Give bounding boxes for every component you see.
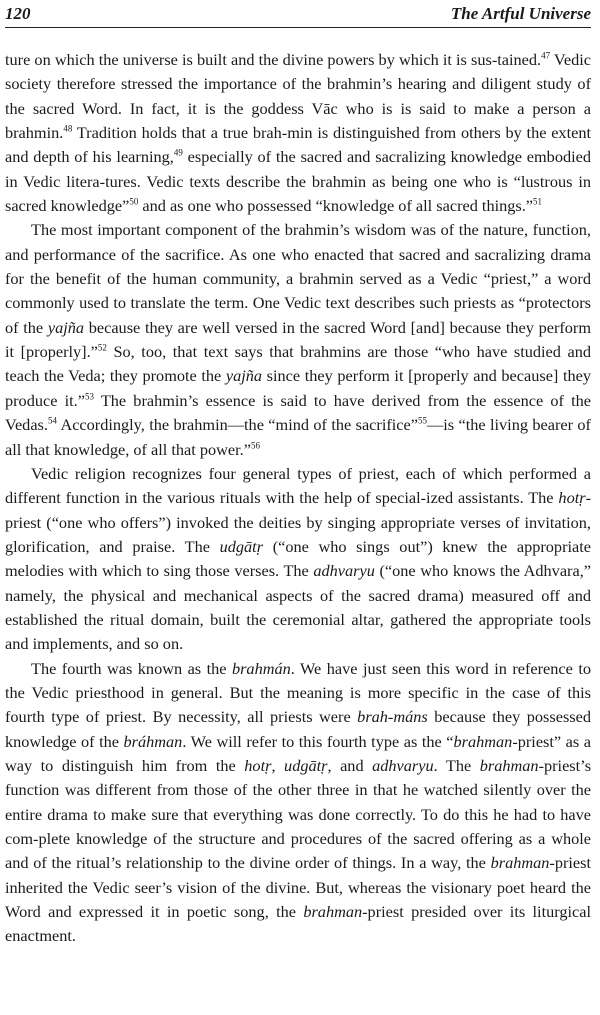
footnote-ref: 53: [84, 391, 94, 402]
text-run: Vedic religion recognizes four general types of priest, each of which performed a different function in the various rituals with the help of special-ized assistants. The: [5, 463, 591, 508]
text-run: (“one who sings out”) knew the appropriate melodies with which to sing those verses. The: [5, 536, 591, 581]
italic-term: adhvaryu: [313, 561, 375, 581]
body-text: [5, 48, 591, 949]
paragraph-1: [5, 48, 591, 218]
text-run: since they perform it [properly and because] they produce it.”: [5, 366, 591, 410]
paragraph-4: [5, 657, 591, 949]
italic-term: brahman: [479, 755, 539, 775]
text-run: The brahmin’s essence is said to have derived from the essence of the Vedas.: [5, 390, 591, 435]
italic-term: hotṛ: [244, 755, 272, 775]
text-run: —is “the living bearer of all that knowledge, of all that power.”: [5, 415, 591, 459]
footnote-ref: 56: [250, 440, 260, 451]
italic-term: adhvaryu: [372, 755, 434, 775]
italic-term: brahmán: [231, 658, 291, 678]
italic-term: yajña: [47, 317, 85, 337]
text-run: -priest presided over its liturgical enactment.: [5, 902, 591, 946]
text-run: (“one who knows the Adhvara,” namely, the physical and mechanical aspects of the sacred drama) measured off and established the ritual domain, built the ceremonial altar, gathered the appropriate tools and implements, and so on.: [5, 561, 591, 654]
text-run: The most important component of the brahmin’s wisdom was of the nature, function, and performance of the sacrifice. As one who enacted that sacred and sacralizing drama for the benefit of the human community, a brahmin served as a Vedic “priest,” a word commonly used to translate the term. One Vedic text describes such priests as “protectors of the: [5, 220, 591, 337]
italic-term: udgātṛ: [284, 755, 328, 775]
italic-term: brahman: [303, 902, 363, 922]
italic-term: udgātṛ: [219, 536, 264, 556]
italic-term: brahman: [453, 731, 513, 751]
text-run: . The: [433, 755, 480, 775]
footnote-ref: 51: [533, 196, 543, 207]
text-run: . We will refer to this fourth type as the “: [182, 731, 454, 751]
text-run: , and: [327, 755, 373, 775]
text-run: Tradition holds that a true brah-min is distinguished from others by the extent and depth of his learning,: [5, 123, 591, 167]
text-run: The fourth was known as the: [31, 658, 232, 678]
paragraph-3: [5, 462, 591, 657]
page-number: 120: [5, 4, 31, 23]
text-run: -priest’s function was different from those of the other three in that he watched silently over the entire drama to make sure that everything was done correctly. To do this he had to have com-plete knowledge of the structure and procedures of the sacred offering as a whole and of the ritual’s relationship to the divine order of things. In a way, the: [5, 755, 592, 873]
running-head: [5, 4, 591, 28]
text-run: especially of the sacred and sacralizing knowledge embodied in Vedic litera-tures. Vedic texts describe the brahmin as being one who is “lustrous in sacred knowledge”: [5, 147, 591, 216]
text-run: Accordingly, the brahmin—the “mind of the sacrifice”: [56, 415, 418, 435]
italic-term: brah-máns: [357, 707, 428, 727]
footnote-ref: 52: [97, 342, 107, 353]
footnote-ref: 54: [47, 415, 57, 426]
text-run: Vedic society therefore stressed the importance of the brahmin’s hearing and diligent study of the sacred Word. In fact, it is the goddess Vāc who is is said to make a person a brahmin.: [5, 50, 591, 143]
footnote-ref: 48: [63, 123, 73, 134]
text-run: because they are well versed in the sacred Word [and] because they perform it [properly].”: [5, 317, 592, 362]
footnote-ref: 49: [173, 147, 183, 158]
italic-term: yajña: [225, 366, 263, 386]
text-run: -priest” as a way to distinguish him from the: [5, 731, 591, 775]
italic-term: bráhman: [123, 731, 183, 751]
text-run: -priest (“one who offers”) invoked the deities by singing appropriate verses of invitation, glorification, and praise. The: [5, 488, 591, 556]
text-run: ,: [271, 755, 285, 775]
running-title: The Artful Universe: [450, 4, 591, 23]
text-run: So, too, that text says that brahmins are those “who have studied and teach the Veda; they promote the: [5, 342, 591, 386]
paragraph-2: [5, 218, 591, 461]
text-run: -priest inherited the Vedic seer’s vision of the divine. But, whereas the visionary poet heard the Word and expressed it in poetic song, the: [5, 853, 591, 922]
text-run: . We have just seen this word in reference to the Vedic priesthood in general. But the meaning is more specific in the case of this fourth type of priest. By necessity, all priests were: [5, 658, 591, 727]
text-run: because they possessed knowledge of the: [5, 707, 591, 751]
footnote-ref: 47: [541, 50, 551, 61]
text-run: and as one who possessed “knowledge of all sacred things.”: [138, 196, 534, 216]
italic-term: brahman: [490, 853, 550, 873]
italic-term: hotṛ: [558, 488, 586, 508]
footnote-ref: 55: [417, 415, 427, 426]
footnote-ref: 50: [129, 196, 139, 207]
text-run: ture on which the universe is built and the divine powers by which it is sus-tained.: [5, 50, 542, 69]
